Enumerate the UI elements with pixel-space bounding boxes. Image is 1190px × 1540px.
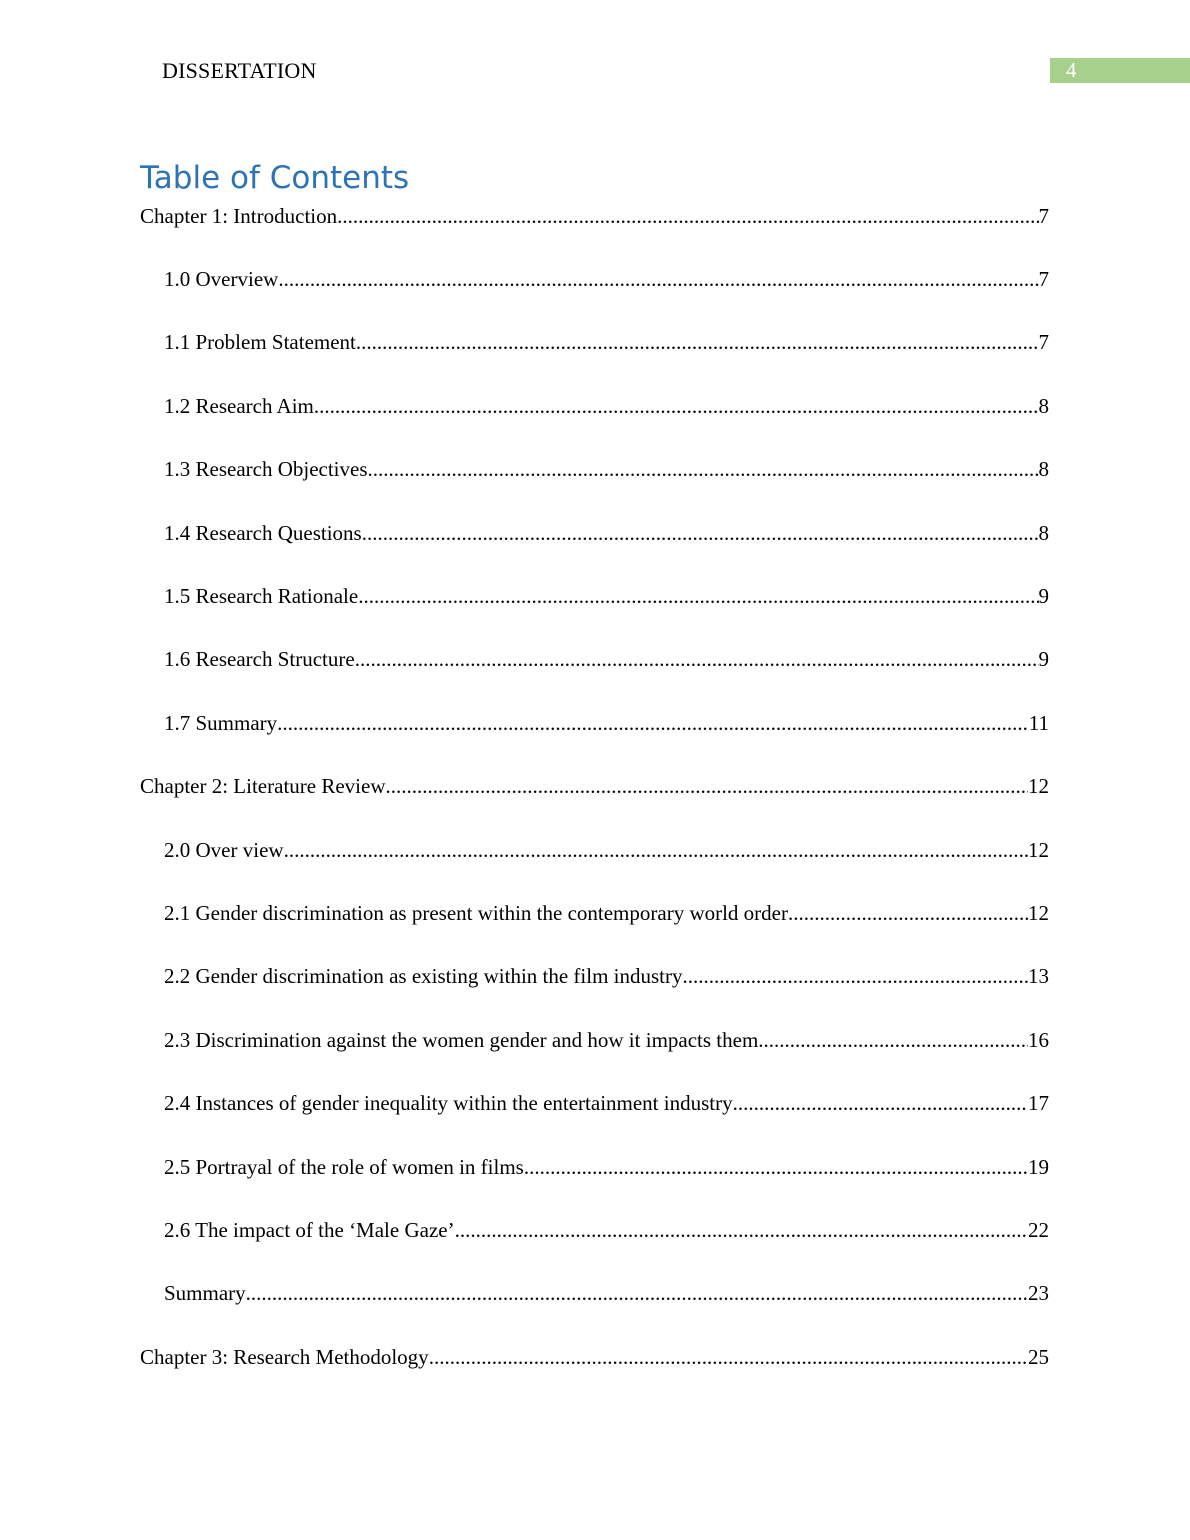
toc-entry-page: 25 — [1028, 1345, 1049, 1369]
toc-entry-label: 2.1 Gender discrimination as present within the contemporary world order — [164, 901, 788, 925]
toc-entry-page: 11 — [1028, 711, 1049, 735]
toc-entry-label: 1.7 Summary — [164, 711, 278, 735]
page-number-badge: 4 — [1050, 58, 1190, 83]
toc-leader-dots — [356, 329, 1039, 355]
toc-entry-label: 2.6 The impact of the ‘Male Gaze’ — [164, 1218, 455, 1242]
toc-entry-label: 1.4 Research Questions — [164, 521, 362, 545]
toc-entry[interactable] — [164, 583, 1049, 609]
toc-leader-dots — [683, 963, 1028, 989]
toc-entry[interactable] — [164, 266, 1049, 292]
toc-entry[interactable] — [164, 1027, 1049, 1053]
toc-entry-page: 19 — [1028, 1155, 1049, 1179]
toc-leader-dots — [337, 203, 1038, 229]
toc-leader-dots — [362, 520, 1039, 546]
toc-leader-dots — [277, 710, 1029, 736]
toc-entry-page: 13 — [1028, 964, 1049, 988]
toc-entry-page: 8 — [1038, 394, 1049, 418]
toc-entry-page: 16 — [1028, 1028, 1049, 1052]
toc-entry-page: 12 — [1028, 901, 1049, 925]
toc-entry-page: 17 — [1028, 1091, 1049, 1115]
toc-entry-page: 7 — [1038, 330, 1049, 354]
toc-entry-page: 7 — [1038, 267, 1049, 291]
toc-leader-dots — [733, 1090, 1028, 1116]
toc-entry-label: 2.2 Gender discrimination as existing within the film industry — [164, 964, 683, 988]
toc-leader-dots — [788, 900, 1028, 926]
toc-entry[interactable] — [164, 646, 1049, 672]
toc-entry-page: 8 — [1038, 457, 1049, 481]
toc-entry-label: 1.0 Overview — [164, 267, 279, 291]
toc-entry-label: 2.4 Instances of gender inequality within the entertainment industry — [164, 1091, 733, 1115]
toc-leader-dots — [429, 1344, 1028, 1370]
toc-entry[interactable] — [164, 1154, 1049, 1180]
toc-entry[interactable] — [140, 1344, 1049, 1370]
toc-leader-dots — [314, 393, 1039, 419]
toc-entry[interactable] — [140, 203, 1049, 229]
toc-heading: Table of Contents — [140, 160, 410, 196]
toc-leader-dots — [278, 266, 1038, 292]
toc-entry[interactable] — [164, 900, 1049, 926]
toc-entry-page: 9 — [1038, 584, 1049, 608]
toc-entry-label: 2.5 Portrayal of the role of women in films — [164, 1155, 524, 1179]
toc-entry[interactable] — [164, 456, 1049, 482]
toc-entry[interactable] — [164, 393, 1049, 419]
toc-entry-page: 9 — [1038, 647, 1049, 671]
toc-entry[interactable] — [164, 1280, 1049, 1306]
toc-entry-page: 7 — [1038, 204, 1049, 228]
toc-entry[interactable] — [164, 329, 1049, 355]
toc-leader-dots — [386, 773, 1029, 799]
toc-entry-label: Chapter 3: Research Methodology — [140, 1345, 429, 1369]
toc-leader-dots — [246, 1280, 1028, 1306]
toc-entry-label: 1.6 Research Structure — [164, 647, 355, 671]
running-header-title: DISSERTATION — [162, 58, 317, 83]
toc-entry-page: 22 — [1028, 1218, 1049, 1242]
toc-entry-label: 2.0 Over view — [164, 838, 284, 862]
toc-entry[interactable] — [164, 837, 1049, 863]
toc-leader-dots — [355, 646, 1039, 672]
toc-entry-label: Summary — [164, 1281, 246, 1305]
toc-entry-page: 8 — [1038, 521, 1049, 545]
toc-entry-label: 1.2 Research Aim — [164, 394, 314, 418]
toc-leader-dots — [758, 1027, 1028, 1053]
toc-entry[interactable] — [140, 773, 1049, 799]
toc-entry-label: Chapter 2: Literature Review — [140, 774, 386, 798]
toc-entry[interactable] — [164, 1217, 1049, 1243]
toc-entry-page: 23 — [1028, 1281, 1049, 1305]
toc-entry[interactable] — [164, 520, 1049, 546]
toc-entry-page: 12 — [1028, 838, 1049, 862]
toc-entry-label: 1.1 Problem Statement — [164, 330, 356, 354]
toc-entry-page: 12 — [1028, 774, 1049, 798]
toc-leader-dots — [524, 1154, 1028, 1180]
toc-entry[interactable] — [164, 963, 1049, 989]
toc-entry-label: 1.5 Research Rationale — [164, 584, 359, 608]
toc-entry-label: 1.3 Research Objectives — [164, 457, 368, 481]
toc-entry-label: Chapter 1: Introduction — [140, 204, 338, 228]
toc-leader-dots — [358, 583, 1038, 609]
toc-leader-dots — [368, 456, 1039, 482]
toc-leader-dots — [284, 837, 1028, 863]
toc-entry[interactable] — [164, 1090, 1049, 1116]
toc-entry-label: 2.3 Discrimination against the women gender and how it impacts them — [164, 1028, 759, 1052]
toc-entry[interactable] — [164, 710, 1049, 736]
toc-leader-dots — [455, 1217, 1028, 1243]
